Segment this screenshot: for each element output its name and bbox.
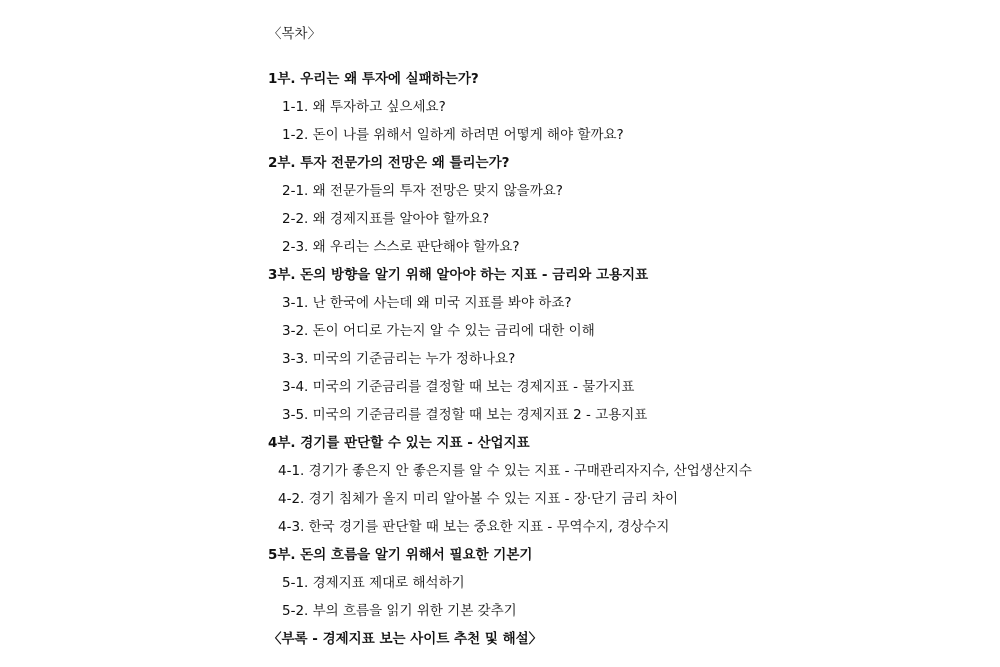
toc-subsection: 2-2. 왜 경제지표를 알아야 할까요? bbox=[282, 211, 490, 227]
toc-part-heading: 3부. 돈의 방향을 알기 위해 알아야 하는 지표 - 금리와 고용지표 bbox=[268, 267, 649, 283]
toc-subsection: 3-3. 미국의 기준금리는 누가 정하나요? bbox=[282, 351, 516, 367]
toc-part-heading: 5부. 돈의 흐름을 알기 위해서 필요한 기본기 bbox=[268, 547, 533, 563]
toc-subsection: 1-1. 왜 투자하고 싶으세요? bbox=[282, 99, 446, 115]
toc-subsection: 3-4. 미국의 기준금리를 결정할 때 보는 경제지표 - 물가지표 bbox=[282, 379, 635, 395]
toc-subsection: 1-2. 돈이 나를 위해서 일하게 하려면 어떻게 해야 할까요? bbox=[282, 127, 624, 143]
toc-part-heading: 1부. 우리는 왜 투자에 실패하는가? bbox=[268, 71, 479, 87]
toc-part-heading: 4부. 경기를 판단할 수 있는 지표 - 산업지표 bbox=[268, 435, 530, 451]
toc-subsection: 5-2. 부의 흐름을 읽기 위한 기본 갖추기 bbox=[282, 603, 517, 619]
toc-subsection: 5-1. 경제지표 제대로 해석하기 bbox=[282, 575, 465, 591]
toc-list bbox=[268, 65, 968, 653]
toc-subsection: 3-1. 난 한국에 사는데 왜 미국 지표를 봐야 하죠? bbox=[282, 295, 572, 311]
toc-subsection: 3-2. 돈이 어디로 가는지 알 수 있는 금리에 대한 이해 bbox=[282, 323, 595, 339]
toc-subsection: 2-3. 왜 우리는 스스로 판단해야 할까요? bbox=[282, 239, 520, 255]
toc-appendix: 〈부록 - 경제지표 보는 사이트 추천 및 해설〉 bbox=[268, 631, 543, 647]
toc-subsection: 4-3. 한국 경기를 판단할 때 보는 중요한 지표 - 무역수지, 경상수지 bbox=[278, 519, 670, 535]
toc-part-heading: 2부. 투자 전문가의 전망은 왜 틀리는가? bbox=[268, 155, 510, 171]
toc-title: 〈목차〉 bbox=[268, 26, 322, 42]
toc-subsection: 4-1. 경기가 좋은지 안 좋은지를 알 수 있는 지표 - 구매관리자지수, 산업생산지수 bbox=[278, 463, 752, 479]
toc-subsection: 3-5. 미국의 기준금리를 결정할 때 보는 경제지표 2 - 고용지표 bbox=[282, 407, 648, 423]
toc-subsection: 2-1. 왜 전문가들의 투자 전망은 맞지 않을까요? bbox=[282, 183, 563, 199]
table-of-contents bbox=[268, 24, 968, 653]
toc-subsection: 4-2. 경기 침체가 올지 미리 알아볼 수 있는 지표 - 장·단기 금리 차이 bbox=[278, 491, 678, 507]
